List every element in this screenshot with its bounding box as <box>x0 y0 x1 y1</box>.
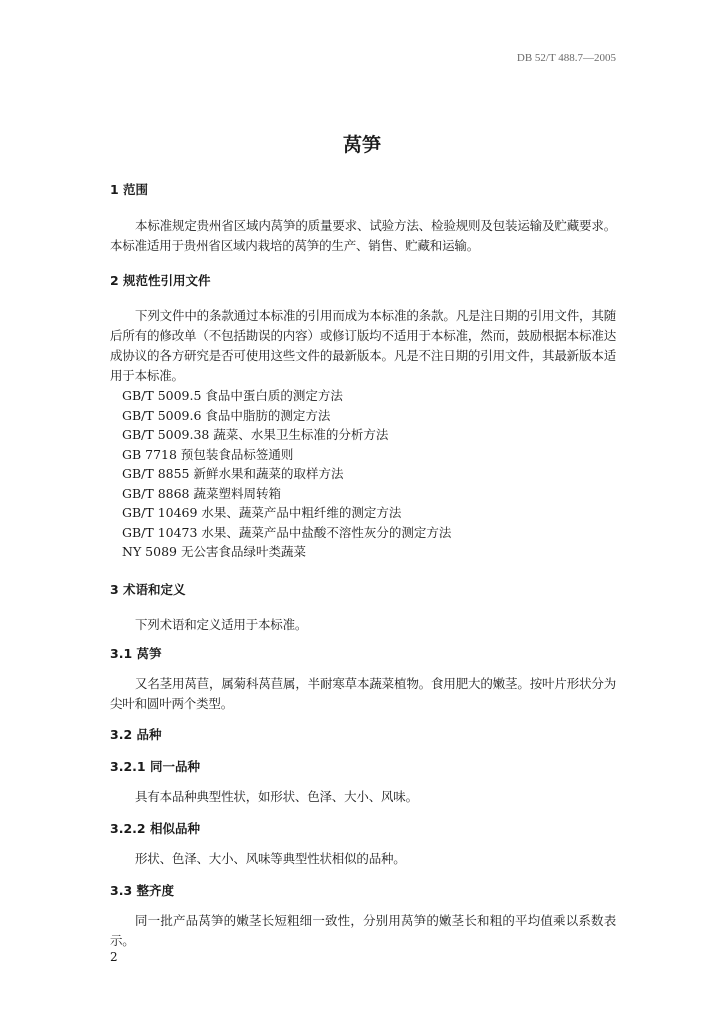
section-3-3-paragraph: 同一批产品莴笋的嫩茎长短粗细一致性，分别用莴笋的嫩茎长和粗的平均值乘以系数表示。 <box>110 912 616 948</box>
section-3-heading: 3 术语和定义 <box>110 581 186 597</box>
reference-item: GB/T 8868 蔬菜塑料周转箱 <box>122 485 281 501</box>
section-3-2-2-paragraph: 形状、色泽、大小、风味等典型性状相似的品种。 <box>135 850 406 866</box>
section-3-2-1-heading: 3.2.1 同一品种 <box>110 758 200 774</box>
reference-item: GB/T 5009.5 食品中蛋白质的测定方法 <box>122 388 343 403</box>
reference-item: GB/T 10473 水果、蔬菜产品中盐酸不溶性灰分的测定方法 <box>122 524 452 540</box>
section-3-2-heading: 3.2 品种 <box>110 726 162 742</box>
page-number: 2 <box>110 950 118 964</box>
reference-item: GB 7718 预包装食品标签通则 <box>122 446 294 462</box>
section-3-2-1-paragraph: 具有本品种典型性状，如形状、色泽、大小、风味。 <box>135 788 418 804</box>
section-3-1-paragraph: 又名茎用莴苣，属菊科莴苣属，半耐寒草本蔬菜植物。食用肥大的嫩茎。按叶片形状分为尖叶和圆叶两个类型。 <box>110 675 616 711</box>
section-3-2-2-heading: 3.2.2 相似品种 <box>110 820 200 836</box>
reference-item: NY 5089 无公害食品绿叶类蔬菜 <box>122 544 306 559</box>
standard-number: DB 52/T 488.7—2005 <box>516 52 616 64</box>
section-3-paragraph: 下列术语和定义适用于本标准。 <box>135 616 308 632</box>
section-1-heading: 1 范围 <box>110 182 149 197</box>
document-body <box>110 180 616 951</box>
reference-item: GB/T 8855 新鲜水果和蔬菜的取样方法 <box>122 466 344 481</box>
section-3-1-heading: 3.1 莴笋 <box>110 645 162 661</box>
reference-list <box>110 386 616 562</box>
section-2-paragraph: 下列文件中的条款通过本标准的引用而成为本标准的条款。凡是注日期的引用文件，其随后所有的修改单（不包括勘误的内容）或修订版均不适用于本标准，然而，鼓励根据本标准达成协议的各方研究是否可使用这些文件的最新版本。凡是不注日期的引用文件，其最新版本适用于本标准。 <box>110 308 616 383</box>
reference-item: GB/T 10469 水果、蔬菜产品中粗纤维的测定方法 <box>122 505 402 520</box>
section-1-paragraph: 本标准规定贵州省区域内莴笋的质量要求、试验方法、检验规则及包装运输及贮藏要求。本标准适用于贵州省区域内栽培的莴笋的生产、销售、贮藏和运输。 <box>110 218 616 253</box>
section-2-heading: 2 规范性引用文件 <box>110 273 211 288</box>
section-3-3-heading: 3.3 整齐度 <box>110 882 174 898</box>
page-title: 莴笋 <box>342 134 381 156</box>
reference-item: GB/T 5009.6 食品中脂肪的测定方法 <box>122 407 331 423</box>
reference-item: GB/T 5009.38 蔬菜、水果卫生标准的分析方法 <box>122 427 389 442</box>
